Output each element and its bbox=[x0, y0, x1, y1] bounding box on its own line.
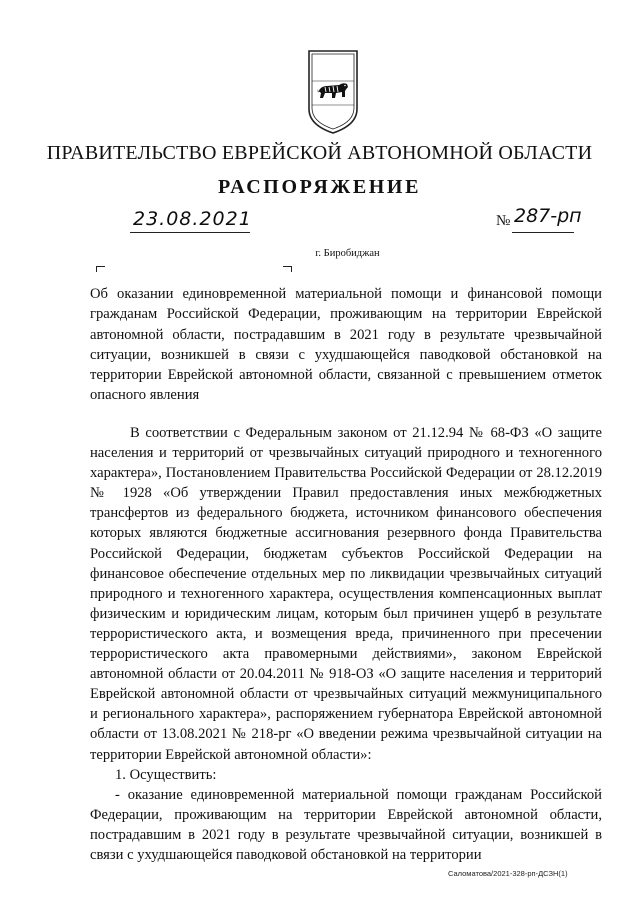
subject-corner-mark-right bbox=[283, 266, 292, 272]
item-1-heading: 1. Осуществить: bbox=[115, 766, 217, 783]
document-body bbox=[90, 423, 602, 865]
document-date: 23.08.2021 bbox=[133, 208, 252, 230]
document-subject: Об оказании единовременной материальной помощи и финансовой помощи гражданам Российской Федерации, проживающим на территории Еврейской автономной области, пострадавшим в 2021 году в результате чрезвычайной ситуации, возникшей в связи с ухудшающейся паводковой обстановкой на территории Еврейской автономной области, связанной с превышением отметок опасного явления bbox=[90, 286, 602, 404]
number-prefix: № bbox=[496, 213, 511, 229]
city-name: г. Биробиджан bbox=[315, 248, 380, 259]
preamble-paragraph: В соответствии с Федеральным законом от 21.12.94 № 68-ФЗ «О защите населения и территорий от чрезвычайных ситуаций природного и техногенного характера», Постановлением Правительства Российской Федерации от 28.12.2019 № 1928 «Об утверждении Правил предоставления иных межбюджетных трансфертов из федерального бюджета, источником финансового обеспечения которых являются бюджетные ассигнования резервного фонда Правительства Российской Федерации, бюджетам субъектов Российской Федерации на финансовое обеспечение отдельных мер по ликвидации чрезвычайных ситуаций природного и техногенного характера, осуществления компенсационных выплат физическим и юридическим лицам, которым был причинен ущерб в результате террористического акта, и возмещения вреда, причиненного при пресечении террористического акта правомерными действиями», законом Еврейской автономной области от 20.04.2011 № 918-ОЗ «О защите населения и территорий Еврейской автономной области от чрезвычайных ситуаций межмуниципального и регионального характера», распоряжением губернатора Еврейской автономной области от 13.08.2021 № 218-рг «О введении режима чрезвычайной ситуации на территории Еврейской автономной области»: bbox=[90, 425, 602, 763]
government-title: ПРАВИТЕЛЬСТВО ЕВРЕЙСКОЙ АВТОНОМНОЙ ОБЛАСТИ bbox=[46, 142, 593, 164]
number-underline bbox=[512, 232, 574, 233]
document-type: РАСПОРЯЖЕНИЕ bbox=[217, 176, 422, 198]
date-underline bbox=[130, 232, 250, 233]
document-number: 287-рп bbox=[514, 205, 582, 227]
footer-reference-code: Саломатова/2021-328-рп-ДСЗН(1) bbox=[448, 869, 568, 878]
coat-of-arms-icon bbox=[303, 47, 363, 135]
subject-corner-mark-left bbox=[96, 266, 105, 272]
item-1-bullet: - оказание единовременной материальной помощи гражданам Российской Федерации, проживающим на территории Еврейской автономной области, пострадавшим в 2021 году в результате чрезвычайной ситуации, возникшей в связи с ухудшающейся паводковой обстановкой на территории bbox=[90, 786, 602, 863]
